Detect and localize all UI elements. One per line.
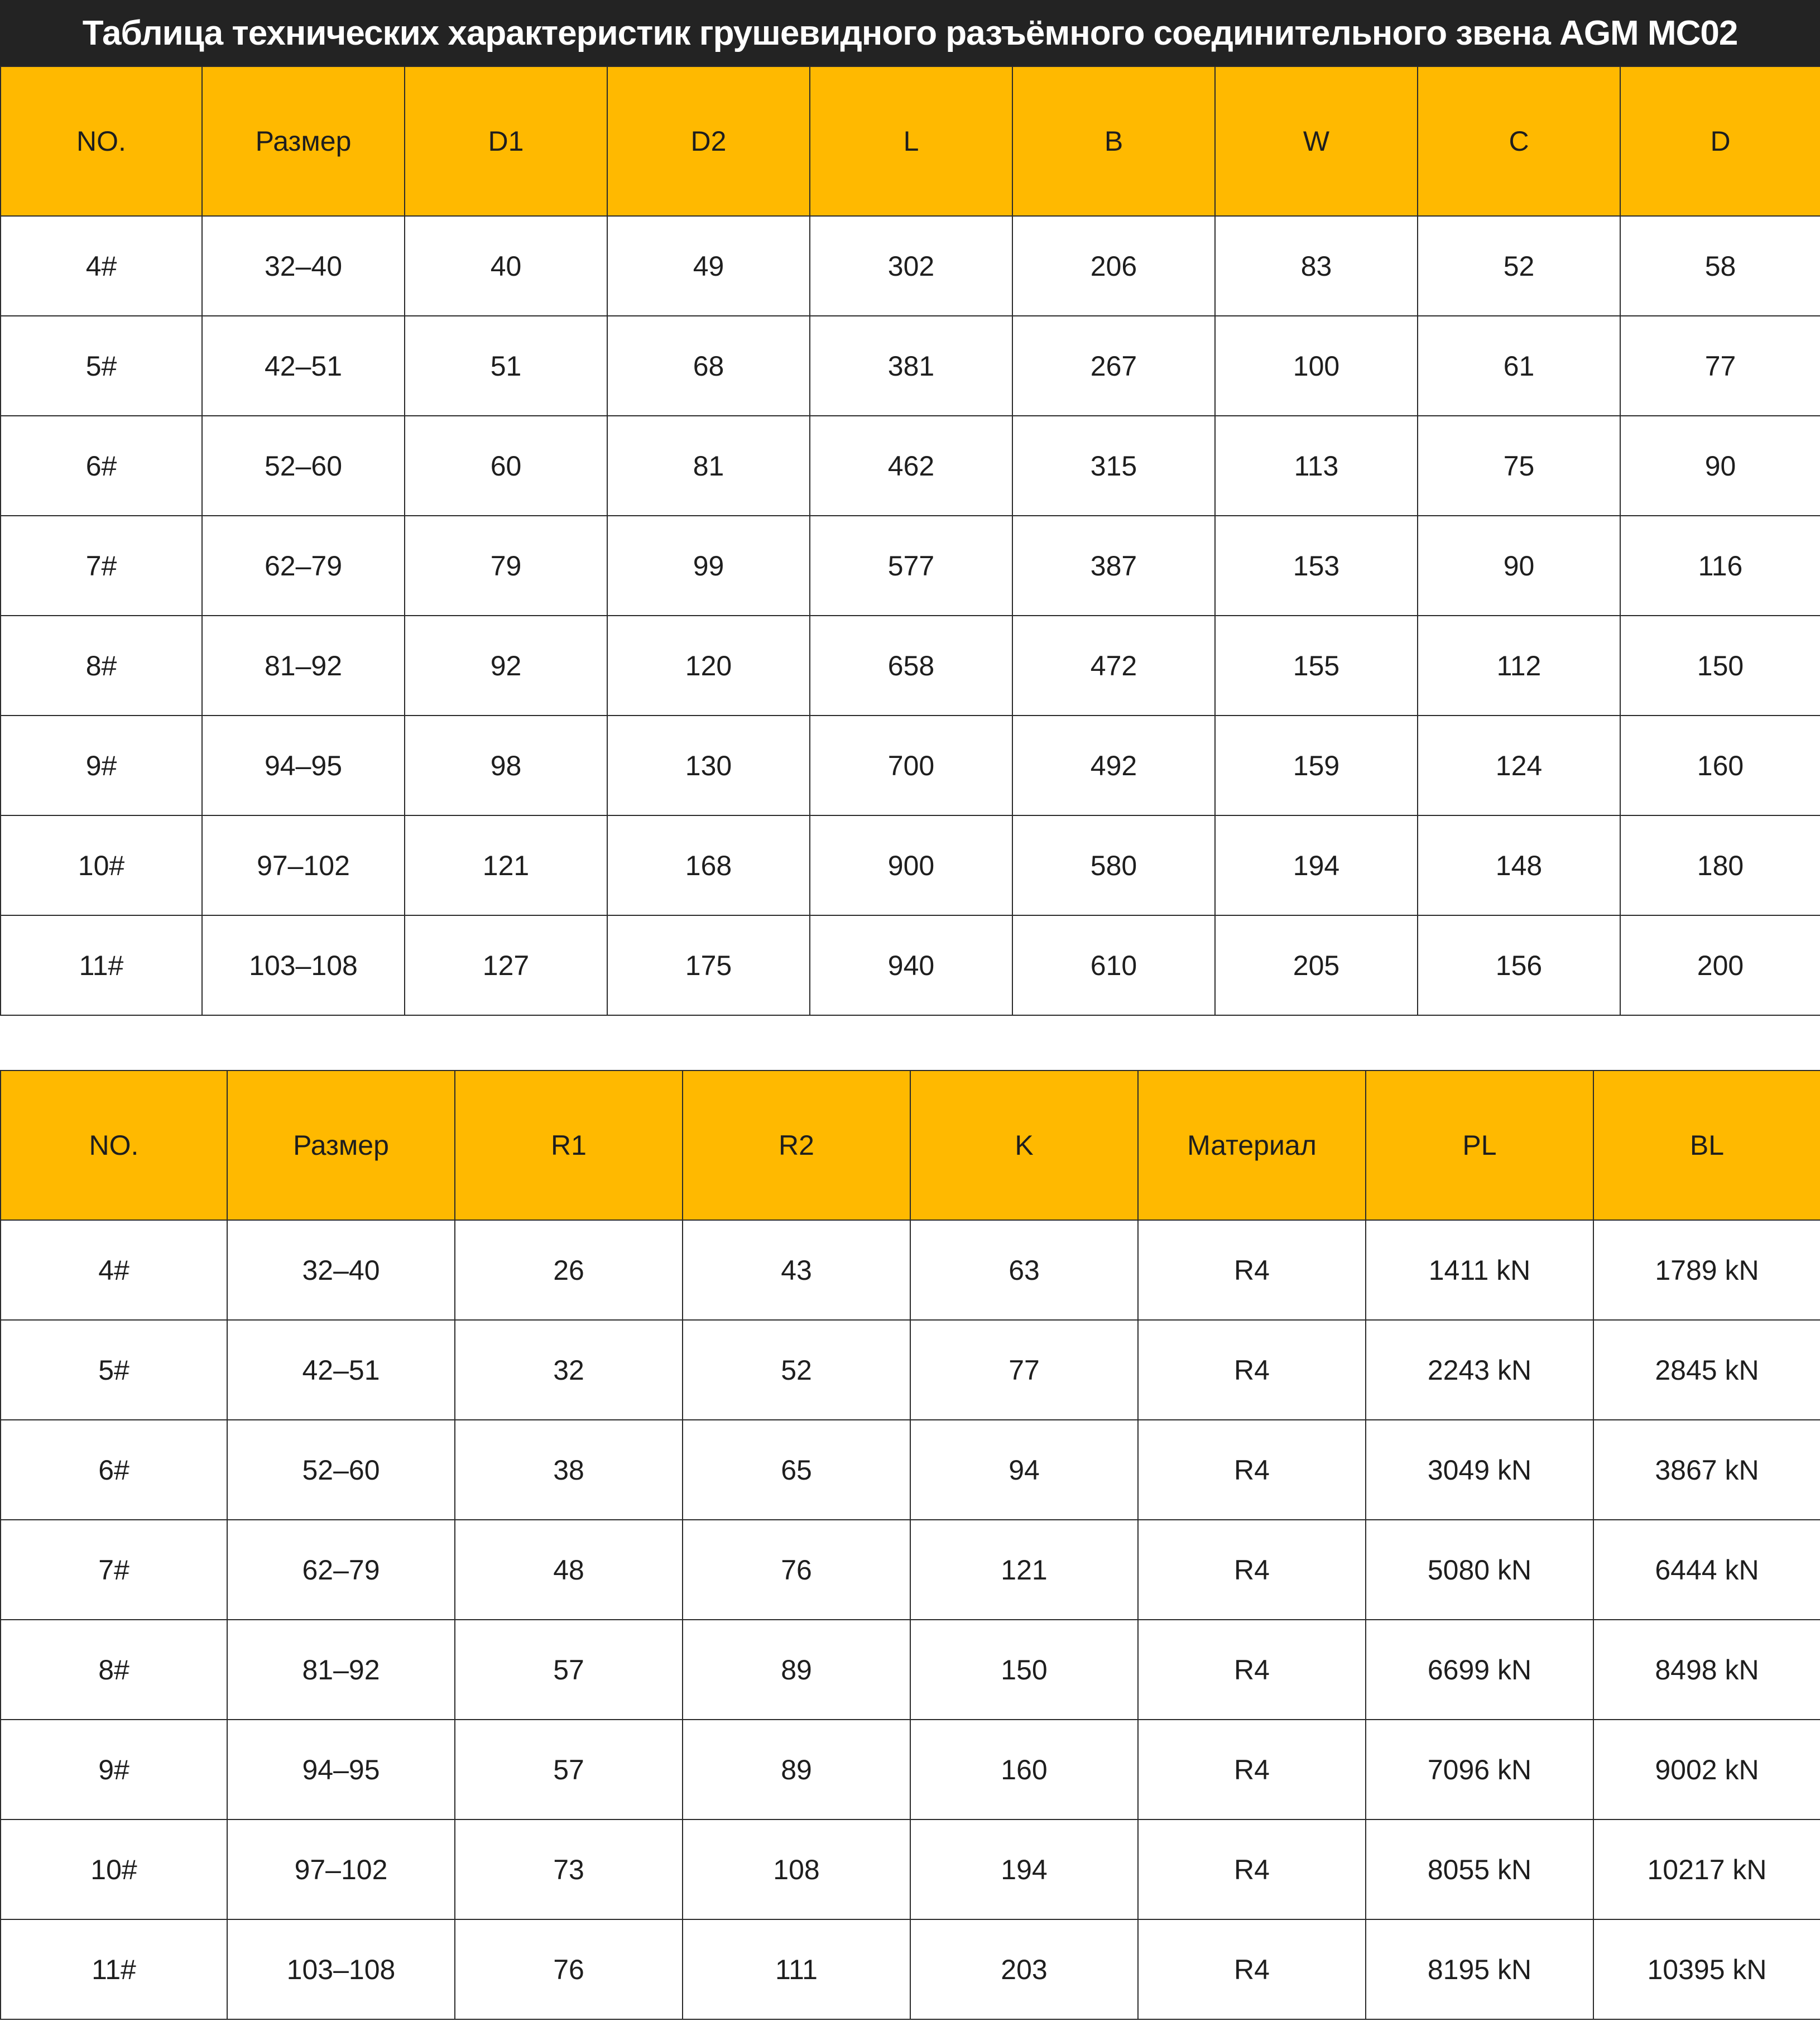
column-header: PL — [1366, 1070, 1593, 1220]
table-row — [1, 616, 1820, 716]
table-row — [1, 1720, 1820, 1819]
table-cell: 577 — [810, 516, 1012, 616]
table-cell: R4 — [1138, 1620, 1366, 1720]
column-header: R2 — [683, 1070, 910, 1220]
table-cell: 120 — [607, 616, 810, 716]
table-cell: R4 — [1138, 1220, 1366, 1320]
table-cell: 112 — [1418, 616, 1620, 716]
table-cell: 150 — [910, 1620, 1138, 1720]
table-row — [1, 1220, 1820, 1320]
column-header: B — [1012, 66, 1215, 216]
table-cell: 3049 kN — [1366, 1420, 1593, 1520]
column-header: NO. — [1, 1070, 227, 1220]
table-cell: 62–79 — [227, 1520, 455, 1620]
table-cell: 168 — [607, 815, 810, 915]
table-cell: 3867 kN — [1593, 1420, 1820, 1520]
table-cell: 81–92 — [227, 1620, 455, 1720]
table-cell: 1411 kN — [1366, 1220, 1593, 1320]
table-row — [1, 216, 1820, 316]
table-cell: 658 — [810, 616, 1012, 716]
table-cell: 42–51 — [202, 316, 405, 416]
table-cell: 90 — [1418, 516, 1620, 616]
table-cell: 63 — [910, 1220, 1138, 1320]
column-header: D1 — [405, 66, 607, 216]
table-row — [1, 815, 1820, 915]
table-header-row — [1, 66, 1820, 216]
table-cell: 68 — [607, 316, 810, 416]
table-cell: 302 — [810, 216, 1012, 316]
table-cell: 100 — [1215, 316, 1418, 416]
table-cell: 52 — [683, 1320, 910, 1420]
table-cell: 89 — [683, 1720, 910, 1819]
table-cell: 32–40 — [202, 216, 405, 316]
dimensions-table — [0, 66, 1820, 1016]
table-cell: 49 — [607, 216, 810, 316]
table-cell: 6# — [1, 1420, 227, 1520]
table-row — [1, 316, 1820, 416]
table-cell: 103–108 — [202, 915, 405, 1015]
table-cell: 99 — [607, 516, 810, 616]
table-cell: 26 — [455, 1220, 683, 1320]
table-cell: 9# — [1, 716, 202, 815]
table-cell: 4# — [1, 1220, 227, 1320]
table-cell: 97–102 — [202, 815, 405, 915]
table-cell: 43 — [683, 1220, 910, 1320]
strength-table — [0, 1070, 1820, 2020]
table-cell: 9# — [1, 1720, 227, 1819]
table-cell: 113 — [1215, 416, 1418, 516]
table-cell: 10# — [1, 815, 202, 915]
table-cell: 89 — [683, 1620, 910, 1720]
table-cell: 5# — [1, 1320, 227, 1420]
table-cell: 108 — [683, 1819, 910, 1919]
column-header: Размер — [202, 66, 405, 216]
table-cell: 92 — [405, 616, 607, 716]
column-header: D — [1620, 66, 1820, 216]
column-header: L — [810, 66, 1012, 216]
table-cell: R4 — [1138, 1919, 1366, 2019]
table-cell: 32–40 — [227, 1220, 455, 1320]
table-cell: 194 — [1215, 815, 1418, 915]
table-cell: 58 — [1620, 216, 1820, 316]
table-cell: 2845 kN — [1593, 1320, 1820, 1420]
table-cell: 462 — [810, 416, 1012, 516]
table-cell: 148 — [1418, 815, 1620, 915]
table-cell: 65 — [683, 1420, 910, 1520]
table-cell: 116 — [1620, 516, 1820, 616]
table-cell: 940 — [810, 915, 1012, 1015]
table-cell: 38 — [455, 1420, 683, 1520]
table-cell: 194 — [910, 1819, 1138, 1919]
table-cell: 5080 kN — [1366, 1520, 1593, 1620]
table-row — [1, 516, 1820, 616]
table-cell: 7096 kN — [1366, 1720, 1593, 1819]
column-header: D2 — [607, 66, 810, 216]
table-cell: 76 — [683, 1520, 910, 1620]
column-header: Размер — [227, 1070, 455, 1220]
table-cell: 76 — [455, 1919, 683, 2019]
table-cell: 75 — [1418, 416, 1620, 516]
table-cell: 387 — [1012, 516, 1215, 616]
table-cell: 11# — [1, 1919, 227, 2019]
table-cell: 94–95 — [202, 716, 405, 815]
table-cell: 8498 kN — [1593, 1620, 1820, 1720]
table-cell: R4 — [1138, 1320, 1366, 1420]
table-cell: 61 — [1418, 316, 1620, 416]
table-cell: 2243 kN — [1366, 1320, 1593, 1420]
column-header: BL — [1593, 1070, 1820, 1220]
table-row — [1, 1819, 1820, 1919]
table-cell: 57 — [455, 1720, 683, 1819]
table-cell: 160 — [910, 1720, 1138, 1819]
table-cell: 4# — [1, 216, 202, 316]
page-title: Таблица технических характеристик грушевидного разъёмного соединительного звена AGM MC02 — [0, 0, 1820, 66]
table-cell: 381 — [810, 316, 1012, 416]
column-header: Материал — [1138, 1070, 1366, 1220]
table-cell: 153 — [1215, 516, 1418, 616]
table-cell: 32 — [455, 1320, 683, 1420]
table-cell: 610 — [1012, 915, 1215, 1015]
table-cell: 200 — [1620, 915, 1820, 1015]
table-cell: 48 — [455, 1520, 683, 1620]
table-row — [1, 416, 1820, 516]
table-cell: 205 — [1215, 915, 1418, 1015]
table-cell: 8# — [1, 1620, 227, 1720]
table-cell: 156 — [1418, 915, 1620, 1015]
table-cell: 10# — [1, 1819, 227, 1919]
table-cell: 111 — [683, 1919, 910, 2019]
table-row — [1, 1919, 1820, 2019]
table-row — [1, 915, 1820, 1015]
table-cell: 103–108 — [227, 1919, 455, 2019]
table-cell: 6444 kN — [1593, 1520, 1820, 1620]
column-header: W — [1215, 66, 1418, 216]
table-cell: 700 — [810, 716, 1012, 815]
table-cell: 472 — [1012, 616, 1215, 716]
column-header: K — [910, 1070, 1138, 1220]
table-row — [1, 1420, 1820, 1520]
table-cell: 81–92 — [202, 616, 405, 716]
column-header: C — [1418, 66, 1620, 216]
table-cell: 57 — [455, 1620, 683, 1720]
table-cell: 121 — [910, 1520, 1138, 1620]
table-cell: 900 — [810, 815, 1012, 915]
table-cell: 79 — [405, 516, 607, 616]
column-header: NO. — [1, 66, 202, 216]
table-cell: 8055 kN — [1366, 1819, 1593, 1919]
table-cell: 127 — [405, 915, 607, 1015]
table-cell: 77 — [910, 1320, 1138, 1420]
table-cell: 81 — [607, 416, 810, 516]
table-cell: 52–60 — [202, 416, 405, 516]
table-cell: 580 — [1012, 815, 1215, 915]
table-cell: 51 — [405, 316, 607, 416]
table-cell: 94 — [910, 1420, 1138, 1520]
table-cell: 52 — [1418, 216, 1620, 316]
table-cell: R4 — [1138, 1420, 1366, 1520]
table-cell: 6# — [1, 416, 202, 516]
table-cell: 9002 kN — [1593, 1720, 1820, 1819]
table-cell: 150 — [1620, 616, 1820, 716]
table-cell: 124 — [1418, 716, 1620, 815]
table-cell: 203 — [910, 1919, 1138, 2019]
table-cell: 40 — [405, 216, 607, 316]
table-cell: R4 — [1138, 1720, 1366, 1819]
table-cell: 83 — [1215, 216, 1418, 316]
table-row — [1, 716, 1820, 815]
table-row — [1, 1520, 1820, 1620]
table-cell: 42–51 — [227, 1320, 455, 1420]
table-cell: R4 — [1138, 1819, 1366, 1919]
table-cell: 155 — [1215, 616, 1418, 716]
table-cell: 315 — [1012, 416, 1215, 516]
table-cell: 8195 kN — [1366, 1919, 1593, 2019]
table-cell: 492 — [1012, 716, 1215, 815]
table-cell: 10395 kN — [1593, 1919, 1820, 2019]
table-cell: 60 — [405, 416, 607, 516]
table-cell: 94–95 — [227, 1720, 455, 1819]
column-header: R1 — [455, 1070, 683, 1220]
table-cell: 10217 kN — [1593, 1819, 1820, 1919]
table-cell: 267 — [1012, 316, 1215, 416]
table-cell: 11# — [1, 915, 202, 1015]
table-row — [1, 1620, 1820, 1720]
table-cell: 77 — [1620, 316, 1820, 416]
table-cell: 6699 kN — [1366, 1620, 1593, 1720]
table-cell: 130 — [607, 716, 810, 815]
table-cell: 7# — [1, 516, 202, 616]
table-cell: R4 — [1138, 1520, 1366, 1620]
table-cell: 73 — [455, 1819, 683, 1919]
table-cell: 175 — [607, 915, 810, 1015]
table-row — [1, 1320, 1820, 1420]
table-cell: 7# — [1, 1520, 227, 1620]
table-cell: 121 — [405, 815, 607, 915]
table-cell: 90 — [1620, 416, 1820, 516]
table-cell: 180 — [1620, 815, 1820, 915]
table-cell: 98 — [405, 716, 607, 815]
table-cell: 52–60 — [227, 1420, 455, 1520]
table-cell: 1789 kN — [1593, 1220, 1820, 1320]
table-cell: 97–102 — [227, 1819, 455, 1919]
table-cell: 206 — [1012, 216, 1215, 316]
table-cell: 62–79 — [202, 516, 405, 616]
table-cell: 159 — [1215, 716, 1418, 815]
table-cell: 5# — [1, 316, 202, 416]
table-cell: 160 — [1620, 716, 1820, 815]
table-cell: 8# — [1, 616, 202, 716]
table-header-row — [1, 1070, 1820, 1220]
